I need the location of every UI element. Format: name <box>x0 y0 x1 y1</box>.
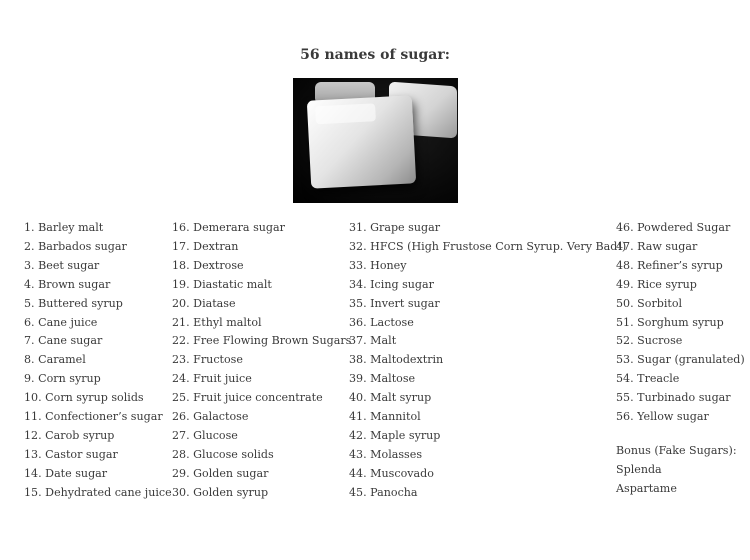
bonus-heading: Bonus (Fake Sugars): <box>616 444 737 457</box>
list-item: 50. Sorbitol <box>616 296 683 310</box>
list-item: 9. Corn syrup <box>24 372 101 386</box>
list-item: Splenda <box>616 462 662 476</box>
sugar-cubes-photo <box>293 78 458 203</box>
sugar-list-column-3 <box>349 219 626 503</box>
sugar-list-column-2 <box>172 219 351 503</box>
bonus-fake-sugars <box>616 442 737 499</box>
list-item: 42. Maple syrup <box>349 428 441 442</box>
list-item: 22. Free Flowing Brown Sugars <box>172 334 352 348</box>
sugar-cube-front <box>307 95 416 188</box>
list-item: 32. HFCS (High Frustose Corn Syrup. Very Bad!) <box>349 239 627 253</box>
list-item: 30. Golden syrup <box>172 485 269 499</box>
list-item: 8. Caramel <box>24 353 86 367</box>
list-item: 15. Dehydrated cane juice <box>24 485 172 499</box>
list-item: Aspartame <box>616 481 677 495</box>
list-item: 5. Buttered syrup <box>24 296 123 310</box>
list-item: 3. Beet sugar <box>24 258 100 272</box>
list-item: 31. Grape sugar <box>349 221 440 234</box>
list-item: 2. Barbados sugar <box>24 239 127 253</box>
list-item: 25. Fruit juice concentrate <box>172 391 323 405</box>
list-item: 33. Honey <box>349 258 407 272</box>
list-item: 54. Treacle <box>616 372 680 386</box>
list-item: 11. Confectioner’s sugar <box>24 410 163 424</box>
list-item: 17. Dextran <box>172 239 239 253</box>
list-item: 21. Ethyl maltol <box>172 315 262 329</box>
page-title: 56 names of sugar: <box>300 47 450 63</box>
list-item: 27. Glucose <box>172 428 238 442</box>
list-item: 43. Molasses <box>349 447 423 461</box>
sugar-list-column-1 <box>24 219 172 503</box>
list-item: 34. Icing sugar <box>349 277 434 291</box>
list-item: 44. Muscovado <box>349 466 434 480</box>
list-item: 24. Fruit juice <box>172 372 252 386</box>
list-item: 53. Sugar (granulated) <box>616 353 745 367</box>
list-item: 12. Carob syrup <box>24 428 115 442</box>
list-item: 20. Diatase <box>172 296 236 310</box>
list-item: 10. Corn syrup solids <box>24 391 144 405</box>
list-item: 38. Maltodextrin <box>349 353 444 367</box>
list-item: 55. Turbinado sugar <box>616 391 731 405</box>
list-item: 47. Raw sugar <box>616 239 698 253</box>
list-item: 46. Powdered Sugar <box>616 221 731 234</box>
list-item: 40. Malt syrup <box>349 391 432 405</box>
list-item: 39. Maltose <box>349 372 416 386</box>
list-item: 51. Sorghum syrup <box>616 315 724 329</box>
list-item: 29. Golden sugar <box>172 466 269 480</box>
list-item: 4. Brown sugar <box>24 277 111 291</box>
list-item: 52. Sucrose <box>616 334 683 348</box>
list-item: 35. Invert sugar <box>349 296 440 310</box>
list-item: 45. Panocha <box>349 485 418 499</box>
list-item: 13. Castor sugar <box>24 447 118 461</box>
list-item: 18. Dextrose <box>172 258 244 272</box>
list-item: 26. Galactose <box>172 410 249 424</box>
list-item: 19. Diastatic malt <box>172 277 272 291</box>
list-item: 37. Malt <box>349 334 397 348</box>
list-item: 16. Demerara sugar <box>172 221 285 234</box>
list-item: 48. Refiner’s syrup <box>616 258 723 272</box>
list-item: 28. Glucose solids <box>172 447 274 461</box>
list-item: 1. Barley malt <box>24 221 104 234</box>
list-item: 23. Fructose <box>172 353 243 367</box>
list-item: 41. Mannitol <box>349 410 421 424</box>
sugar-list-column-4 <box>616 219 745 427</box>
list-item: 7. Cane sugar <box>24 334 103 348</box>
list-item: 56. Yellow sugar <box>616 410 709 424</box>
list-item: 14. Date sugar <box>24 466 108 480</box>
list-item: 36. Lactose <box>349 315 414 329</box>
list-item: 6. Cane juice <box>24 315 98 329</box>
list-item: 49. Rice syrup <box>616 277 697 291</box>
